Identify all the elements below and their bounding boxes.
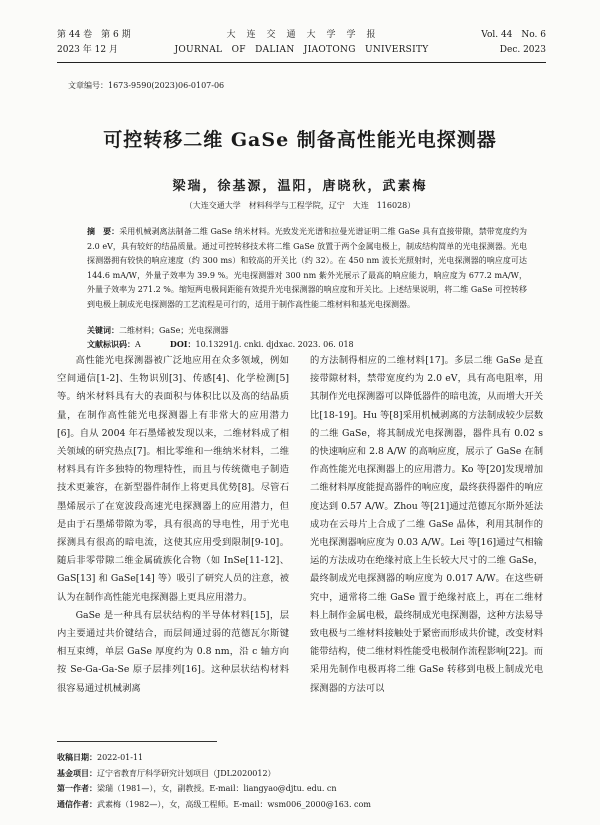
- classification-line: [87, 337, 527, 352]
- doc-code-label: 文献标识码：: [87, 339, 135, 349]
- header-right: [481, 28, 546, 58]
- keywords-label: 关键词：: [87, 325, 119, 335]
- doc-code: A: [135, 340, 141, 349]
- body-paragraph: 高性能光电探测器被广泛地应用在众多领域，例如空间通信[1-2]、生物识别[3]、传感[4]、化学检测[5]等。纳米材料具有大的表面积与体积比以及高的结晶质量，在制作高性能光电探测器上有非常大的应用潜力[6]。自从 2004 年石墨烯被发现以来，二维材料成了相关领域的研究热点[7]。相比零维和一维纳米材料，二维材料具有许多独特的物理特性，而且与传统微电子制造技术更兼容，在新型器件制作上将更具优势[8]。尽管石墨烯展示了在宽波段高速光电探测器上的应用潜力，但是由于石墨烯带隙为零，具有很高的导电性，用于光电探测具有很高的暗电流，这使其应用受到限制[9-10]。随后非零带隙二维金属硫族化合物（如 InSe[11-12]、GaS[13] 和 GaSe[14] 等）吸引了研究人员的注意，被认为在制作高性能光电探测器上更具应用潜力。: [57, 355, 289, 603]
- journal-name-cn: 大 连 交 通 大 学 学 报: [226, 30, 377, 40]
- footnote-received: 收稿日期：2022-01-11: [57, 752, 144, 762]
- footnote-corresponding-author: 通信作者：武素梅（1982—），女，高级工程师。E-mail：wsm006_2000@163. com: [57, 798, 371, 809]
- paper-title: 可控转移二维 GaSe 制备高性能光电探测器: [103, 129, 497, 151]
- journal-name-en: JOURNAL OF DALIAN JIAOTONG UNIVERSITY: [174, 45, 429, 55]
- article-number: 文章编号：1673-9590(2023)06-0107-06: [68, 81, 225, 90]
- footnotes: [57, 750, 557, 812]
- author-list: 梁瑞，徐基源，温阳，唐晓秋，武素梅: [172, 179, 428, 194]
- abstract-text: 采用机械剥离法制备二维 GaSe 纳米材料。光致发光光谱和拉曼光谱证明二维 GaSe 具有直接带隙，禁带宽度约为 2.0 eV，具有较好的结晶质量。通过可控转移技术将二维 GaSe 放置于两个金属电极上，制成结构简单的光电探测器。光电探测器拥有较快的响应速度（约 300 ms）和较高的开关比（约 32）。在 450 nm 波长光照射时，光电探测器的响应度可达 144.6 mA/W，外量子效率为 39.9 %。光电探测器对 300 nm 紫外光展示了最高的响应能力，响应度为 677.2 mA/W，外量子效率为 271.2 %。缩短两电极间距能有效提升光电探测器的响应度和开关比。上述结果说明，将二维 GaSe 可控转移到电极上制成光电探测器的工艺流程是可行的，适用于制作高性能二维材料和基光电探测器。: [87, 227, 528, 309]
- date-en: Dec. 2023: [499, 45, 546, 55]
- volume-issue-en: Vol. 44 No. 6: [481, 30, 546, 40]
- body-paragraph: GaSe 是一种具有层状结构的半导体材料[15]，层内主要通过共价键结合，而层间通过弱的范德瓦尔斯键相互束缚，单层 GaSe 厚度约为 0.8 nm，沿 c 轴方向按 Se-Ga-Ga-Se 原子层排列[16]。这种层状结构材料很容易通过机械剥离: [57, 609, 289, 694]
- affiliation: （大连交通大学 材料科学与工程学院，辽宁 大连 116028）: [184, 201, 416, 210]
- body-column-left: [57, 352, 289, 698]
- abstract-label: 摘 要：: [87, 226, 120, 236]
- keywords-text: 二维材料；GaSe；光电探测器: [119, 326, 229, 335]
- abstract: [87, 224, 527, 312]
- date-cn: 2023 年 12 月: [57, 45, 118, 55]
- volume-issue-cn: 第 44 卷 第 6 期: [57, 30, 131, 40]
- body-paragraph: 的方法制得相应的二维材料[17]。多层二维 GaSe 是直接带隙材料，禁带宽度约为 2.0 eV，具有高电阻率，用其制作光电探测器可以降低器件的暗电流，从而增大开关比[18-19]。Hu 等[8]采用机械剥离的方法制成较少层数的二维 GaSe，将其制成光电探测器，器件具有 0.02 s 的快速响应和 2.8 A/W 的高响应度，展示了 GaSe 在制作高性能光电探测器上的应用潜力。Ko 等[20]发现增加二维材料厚度能提高器件的响应度，最终获得器件的响应度达到 0.57 A/W。Zhou 等[21]通过范德瓦尔斯外延法成功在云母片上合成了二维 GaSe 晶体，利用其制作的光电探测器响应度为 0.03 A/W。Lei 等[16]通过气相输运的方法成功在绝缘衬底上生长较大尺寸的二维 GaSe，最终制成光电探测器的响应度为 0.017 A/W。在这些研究中，通常将二维 GaSe 置于绝缘衬底上，再在二维材料上制作金属电极，最终制成光电探测器，这种方法易导致电极与二维材料接触处于紧密而形成共价键，改变材料能带结构，使二维材料性能受电极制作流程影响[22]。而采用先制作电极再将二维 GaSe 转移到电极上制成光电探测器的方法可以: [310, 355, 543, 694]
- keywords: [87, 323, 527, 338]
- header-rule: [57, 62, 546, 63]
- footnote-first-author: 第一作者：梁瑞（1981—），女，副教授。E-mail：liangyao@djtu. edu. cn: [57, 783, 337, 793]
- footnote-funding: 基金项目：辽宁省教育厅科学研究计划项目（JDL2020012）: [57, 767, 276, 778]
- doi: 10.13291/j. cnki. djdxac. 2023. 06. 018: [195, 340, 354, 349]
- header-center: [57, 28, 546, 58]
- footnote-rule: [57, 741, 217, 742]
- body-column-right: [310, 352, 543, 698]
- doi-label: DOI：: [169, 339, 196, 349]
